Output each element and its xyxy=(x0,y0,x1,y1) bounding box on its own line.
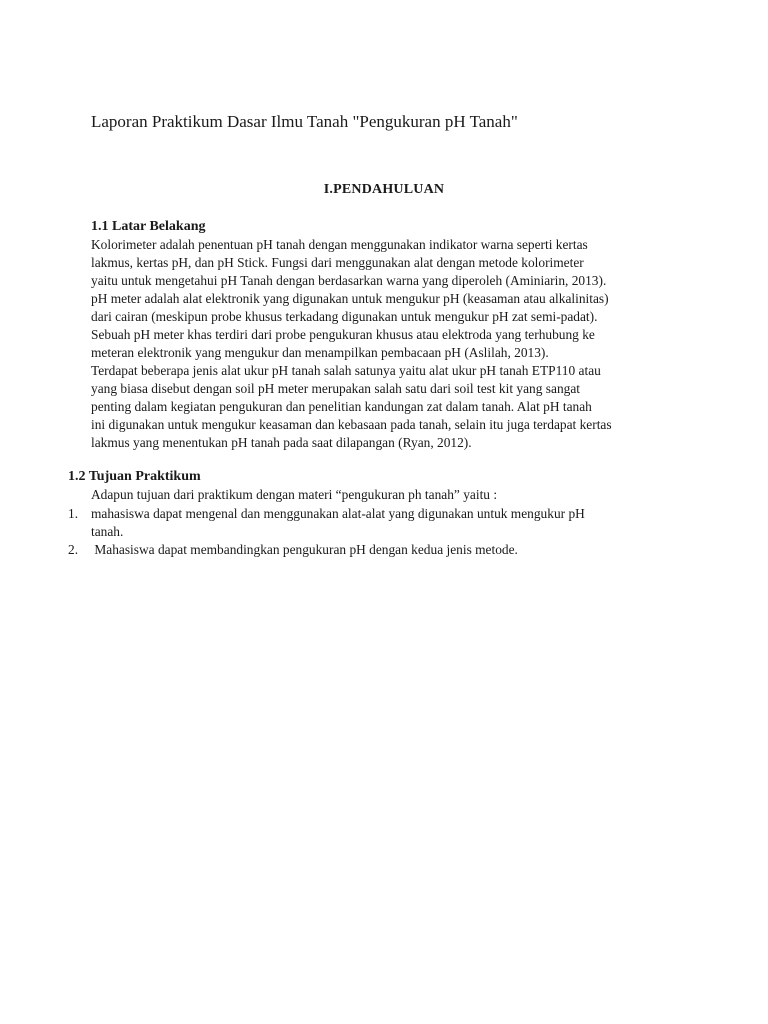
list-item-line: mahasiswa dapat mengenal dan menggunakan alat-alat yang digunakan untuk mengukur pH xyxy=(91,506,585,521)
paragraph-line: lakmus, kertas pH, dan pH Stick. Fungsi dari menggunakan alat dengan metode kolorimeter xyxy=(91,255,584,270)
paragraph-line: pH meter adalah alat elektronik yang digunakan untuk mengukur pH (keasaman atau alkalinitas) xyxy=(91,291,609,306)
paragraph-line: Terdapat beberapa jenis alat ukur pH tanah salah satunya yaitu alat ukur pH tanah ETP110 atau xyxy=(91,363,601,378)
section-2-intro: Adapun tujuan dari praktikum dengan materi “pengukuran ph tanah” yaitu : xyxy=(91,487,498,502)
chapter-heading-text: I.PENDAHULUAN xyxy=(323,182,445,197)
list-item-text xyxy=(91,505,585,541)
paragraph-line: penting dalam kegiatan pengukuran dan penelitian kandungan zat dalam tanah. Alat pH tanah xyxy=(91,399,592,414)
list-item-line: Mahasiswa dapat membandingkan pengukuran pH dengan kedua jenis metode. xyxy=(91,542,518,557)
paragraph-line: lakmus yang menentukan pH tanah pada saat dilapangan (Ryan, 2012). xyxy=(91,435,472,450)
section-1-paragraph xyxy=(91,236,691,452)
section-2-heading: 1.2 Tujuan Praktikum xyxy=(68,469,201,484)
list-item-number: 1. xyxy=(68,506,79,521)
document-title: Laporan Praktikum Dasar Ilmu Tanah "Pengukuran pH Tanah" xyxy=(91,112,518,131)
paragraph-line: ini digunakan untuk mengukur keasaman dan kebasaan pada tanah, selain itu juga terdapat kertas xyxy=(91,417,612,432)
paragraph-line: yaitu untuk mengetahui pH Tanah dengan berdasarkan warna yang diperoleh (Aminiarin, 2013). xyxy=(91,273,607,288)
paragraph-line: yang biasa disebut dengan soil pH meter merupakan salah satu dari soil test kit yang sangat xyxy=(91,381,581,396)
paragraph-line: Sebuah pH meter khas terdiri dari probe pengukuran khusus atau elektroda yang terhubung ke xyxy=(91,327,595,342)
chapter-heading xyxy=(0,182,768,198)
list-item-number: 2. xyxy=(68,542,79,557)
section-1-heading: 1.1 Latar Belakang xyxy=(91,219,206,234)
paragraph-line: Kolorimeter adalah penentuan pH tanah dengan menggunakan indikator warna seperti kertas xyxy=(91,237,588,252)
paragraph-line: dari cairan (meskipun probe khusus terkadang digunakan untuk mengukur pH zat semi-padat). xyxy=(91,309,598,324)
paragraph-line: meteran elektronik yang mengukur dan menampilkan pembacaan pH (Aslilah, 2013). xyxy=(91,345,549,360)
list-item-line: tanah. xyxy=(91,524,124,539)
list-item-text xyxy=(91,541,518,559)
